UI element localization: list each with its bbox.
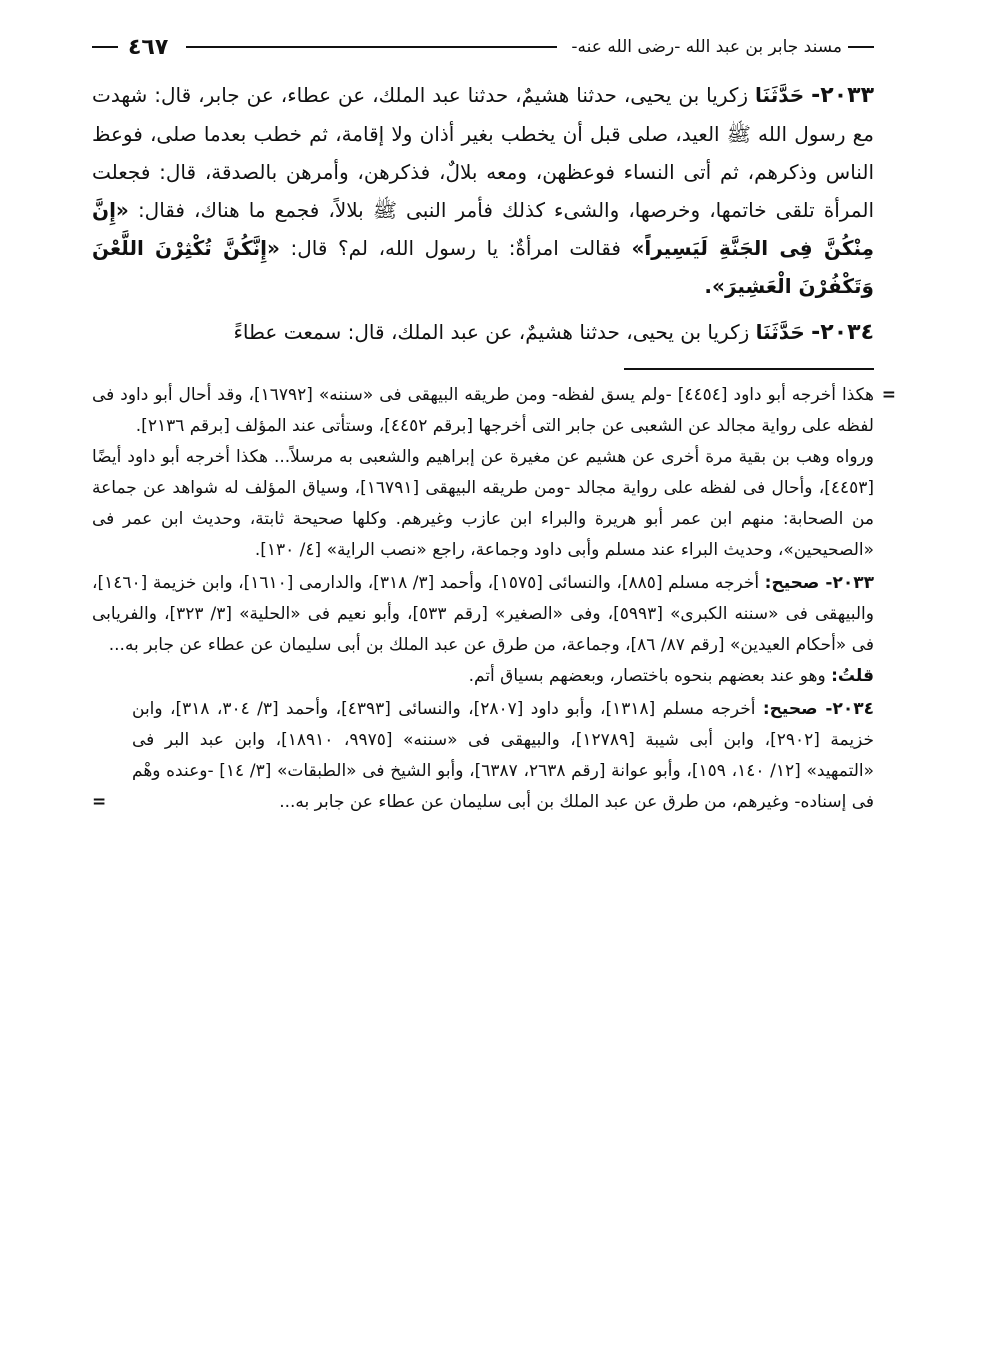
prophetic-quote: «إِنَّ مِنْكُنَّ فِى الجَنَّةِ لَيَسِيراً» — [92, 198, 875, 260]
continues-mark: = — [92, 792, 107, 812]
main-text — [92, 76, 874, 352]
footnote-continued-2 — [92, 442, 874, 566]
narration-verb: حَدَّثَنَا — [755, 83, 805, 107]
footnote-text: أخرجه مسلم [٨٨٥]، والنسائى [١٥٧٥]، وأحمد [٣/ ٣١٨]، والدارمى [١٦١٠]، وابن خزيمة [١٤٦٠]، والبيهقى فى «سننه الكبرى» [٥٩٩٣]، وفى «الصغير» [رقم ٥٣٣]، وأبو نعيم فى «الحلية» [٣/ ٣٢٣]، والفريابى فى «أحكام العيدين» [رقم ٨٧/ ٨٦]، وجماعة، من طرق عن عبد الملك بن أبى سليمان عن عطاء عن جابر به... — [92, 573, 874, 655]
hadith-number: ٢٠٣٣- — [811, 83, 875, 108]
footnotes — [92, 380, 896, 818]
footnote-continued — [92, 380, 896, 442]
page-number: ٤٦٧ — [128, 34, 169, 60]
header-rule-right — [848, 46, 874, 48]
footnote-text: هكذا أخرجه أبو داود [٤٤٥٤] -ولم يسق لفظه- ومن طريقه البيهقى فى «سننه» [١٦٧٩٢]، وقد أحال أبو داود فى لفظه على رواية مجالد عن الشعبى عن جابر التى أخرجها [برقم ٤٤٥٢]، وستأتى عند المؤلف [برقم ٢١٣٦]. — [92, 385, 874, 436]
footnote-text: ورواه وهب بن بقية مرة أخرى عن هشيم عن مغيرة عن إبراهيم والشعبى به مرسلاً... هكذا أخرجه أبو داود أيضًا [٤٤٥٣]، وأحال فى لفظه على رواية مجالد -ومن طريقه البيهقى [١٦٧٩١]، وسياق المؤلف له شواهد عن جماعة من الصحابة: منهم ابن عمر أبو هريرة والبراء ابن عازب وغيرهم. وكلها صحيحة ثابتة، وحديث ابن عمر فى «الصحيحين»، وحديث البراء عند مسلم وأبى داود وجماعة، راجع «نصب الراية» [٤/ ١٣٠]. — [92, 447, 875, 560]
comment-label: قلتُ: — [831, 666, 874, 686]
footnote-2033-comment — [92, 661, 874, 692]
footnote-label: ٢٠٣٤- صحيح: — [762, 699, 874, 719]
prophetic-quote: «إِنَّكُنَّ تُكْثِرْنَ اللَّعْنَ وَتَكْفُرْنَ الْعَشِيرَ». — [92, 236, 874, 298]
comment-text: وهو عند بعضهم بنحوه باختصار، وبعضهم بسياق أتم. — [468, 666, 826, 686]
hadith-number: ٢٠٣٤- — [811, 320, 874, 345]
footnote-text: أخرجه مسلم [١٣١٨]، وأبو داود [٢٨٠٧]، والنسائى [٤٣٩٣]، وأحمد [٣/ ٣٠٤، ٣١٨]، وابن خزيمة [٢٩٠٢]، وابن أبى شيبة [١٢٧٨٩]، والبيهقى فى «سننه» [٩٩٧٥، ١٨٩١٠]، وابن عبد البر فى «التمهيد» [١٢/ ١٤٠، ١٥٩]، وأبو عوانة [رقم ٢٦٣٨، ٦٣٨٧]، وأبو الشيخ فى «الطبقات» [٣/ ١٤] -وعنده وهْم فى إسناده- وغيرهم، من طرق عن عبد الملك بن أبى سليمان عن عطاء عن جابر به... — [132, 699, 875, 812]
footnote-label: ٢٠٣٣- صحيح: — [764, 573, 874, 593]
narration-verb: حَدَّثَنَا — [755, 320, 805, 344]
hadith-2034 — [92, 313, 874, 352]
hadith-text: فقالت امرأةٌ: يا رسول الله، لم؟ قال: — [290, 236, 621, 260]
continuation-mark: = — [881, 385, 896, 405]
hadith-text: زكريا بن يحيى، حدثنا هشيمٌ، عن عبد الملك، قال: سمعت عطاءً — [233, 320, 750, 344]
header-rule-middle — [186, 46, 557, 48]
page-header — [92, 28, 874, 66]
hadith-2033 — [92, 76, 874, 305]
footnote-2033 — [92, 568, 874, 661]
running-title: مسند جابر بن عبد الله -رضى الله عنه- — [571, 37, 842, 57]
header-rule-left — [92, 46, 118, 48]
footnote-separator — [624, 368, 874, 370]
hadith-text: زكريا بن يحيى، حدثنا هشيمٌ، حدثنا عبد الملك، عن عطاء، عن جابر، قال: شهدت مع رسول الله ﷺ العيد، صلى قبل أن يخطب بغير أذان ولا إقامة، ثم خطب بعدما صلى، فوعظ الناس وذكرهم، ثم أتى النساء فوعظهن، ومعه بلالٌ، فذكرهن، وأمرهن بالصدقة، قال: فجعلت المرأة تلقى خاتمها، وخرصها، والشىء كذلك فأمر النبى ﷺ بلالاً، فجمع ما هناك، فقال: — [92, 83, 874, 222]
footnote-2034 — [92, 694, 874, 818]
